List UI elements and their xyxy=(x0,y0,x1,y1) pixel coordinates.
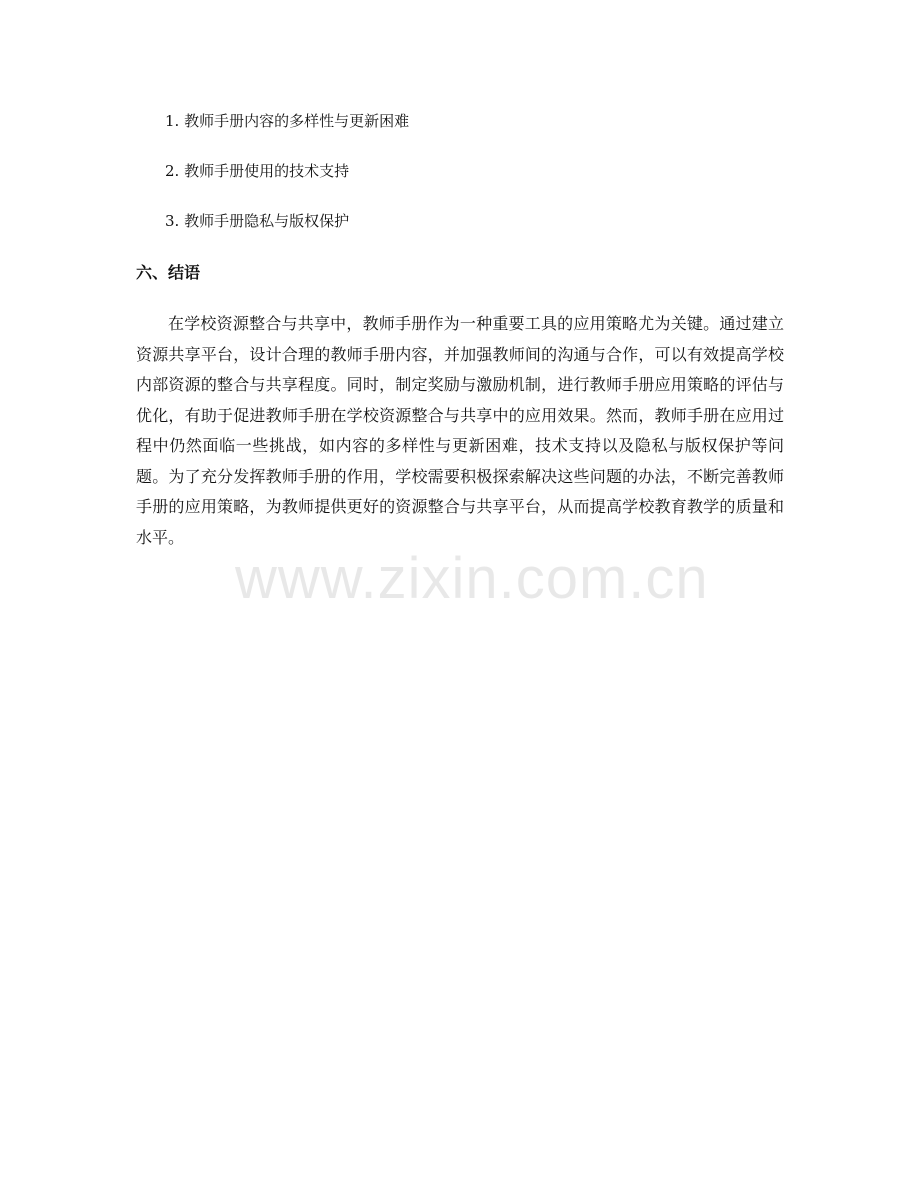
section-heading: 六、结语 xyxy=(136,263,201,282)
challenge-list xyxy=(165,108,409,258)
list-item: 2. 教师手册使用的技术支持 xyxy=(165,162,350,180)
list-item: 1. 教师手册内容的多样性与更新困难 xyxy=(165,112,410,130)
list-item: 3. 教师手册隐私与版权保护 xyxy=(165,212,350,230)
watermark: www.zixin.com.cn xyxy=(235,546,709,611)
conclusion-paragraph: 在学校资源整合与共享中，教师手册作为一种重要工具的应用策略尤为关键。通过建立资源共享平台，设计合理的教师手册内容，并加强教师间的沟通与合作，可以有效提高学校内部资源的整合与共享程度。同时，制定奖励与激励机制，进行教师手册应用策略的评估与优化，有助于促进教师手册在学校资源整合与共享中的应用效果。然而，教师手册在应用过程中仍然面临一些挑战，如内容的多样性与更新困难，技术支持以及隐私与版权保护等问题。为了充分发挥教师手册的作用，学校需要积极探索解决这些问题的办法，不断完善教师手册的应用策略，为教师提供更好的资源整合与共享平台，从而提高学校教育教学的质量和水平。 xyxy=(136,314,784,547)
